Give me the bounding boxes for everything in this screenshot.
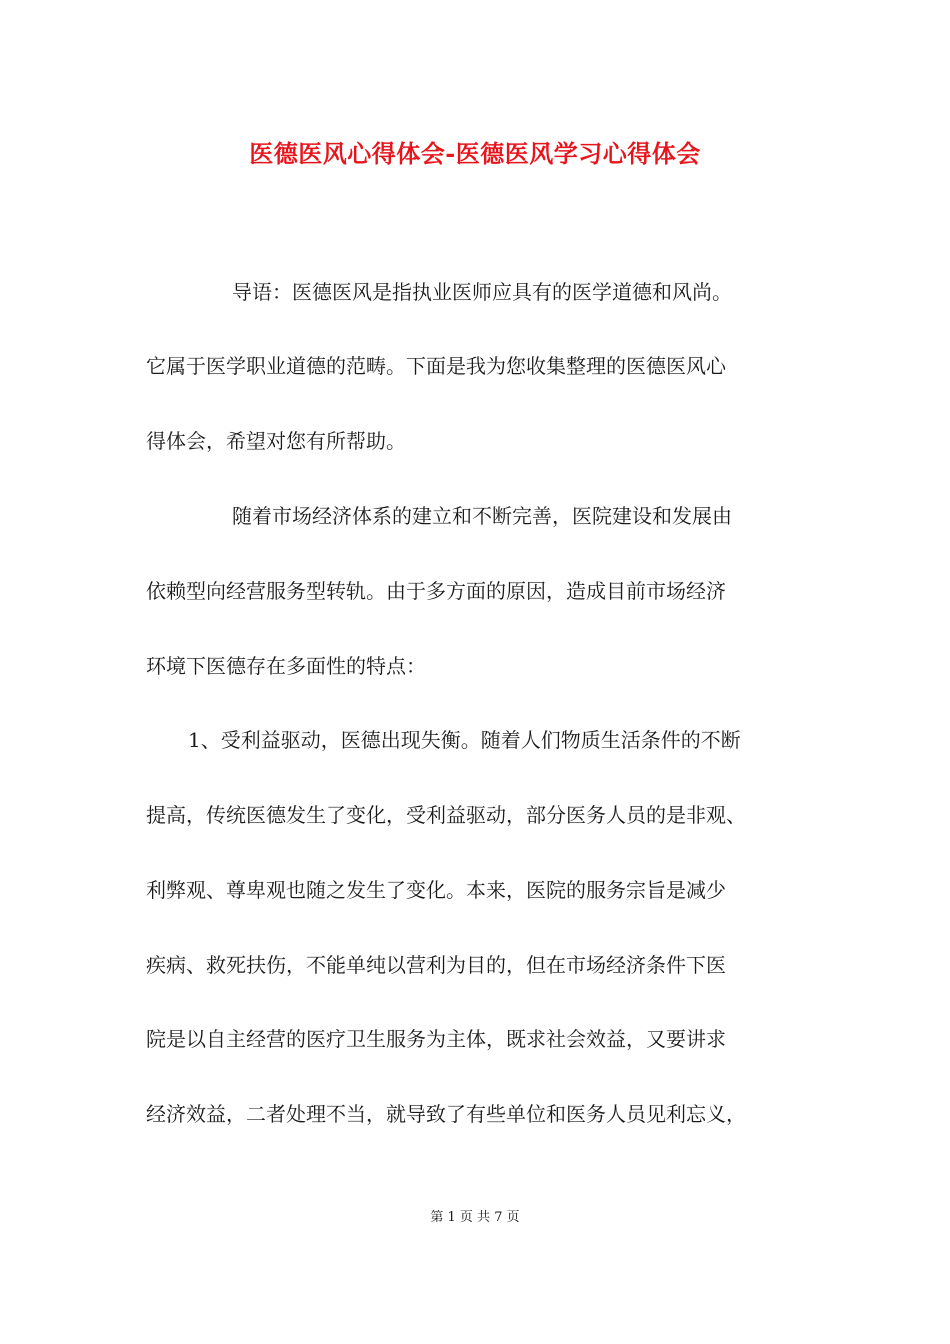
paragraph-line: 院是以自主经营的医疗卫生服务为主体，既求社会效益，又要讲求: [146, 1027, 726, 1051]
paragraph-line: 经济效益，二者处理不当，就导致了有些单位和医务人员见利忘义，: [146, 1102, 746, 1126]
paragraph-line: 疾病、救死扶伤，不能单纯以营利为目的，但在市场经济条件下医: [146, 953, 726, 977]
page-number: 第 1 页 共 7 页: [430, 1210, 520, 1225]
document-title: 医德医风心得体会-医德医风学习心得体会: [249, 139, 701, 168]
paragraph-line: 利弊观、尊卑观也随之发生了变化。本来，医院的服务宗旨是减少: [146, 878, 726, 902]
paragraph-line: 提高，传统医德发生了变化，受利益驱动，部分医务人员的是非观、: [146, 803, 746, 827]
paragraph-line: 随着市场经济体系的建立和不断完善，医院建设和发展由: [232, 504, 732, 528]
paragraph-line: 导语：医德医风是指执业医师应具有的医学道德和风尚。: [232, 280, 732, 304]
paragraph-line: 得体会，希望对您有所帮助。: [146, 429, 406, 453]
paragraph-line: 1、受利益驱动，医德出现失衡。随着人们物质生活条件的不断: [188, 728, 741, 752]
paragraph-line: 它属于医学职业道德的范畴。下面是我为您收集整理的医德医风心: [146, 354, 726, 378]
paragraph-line: 依赖型向经营服务型转轨。由于多方面的原因，造成目前市场经济: [146, 579, 726, 603]
paragraph-line: 环境下医德存在多面性的特点：: [146, 654, 426, 678]
